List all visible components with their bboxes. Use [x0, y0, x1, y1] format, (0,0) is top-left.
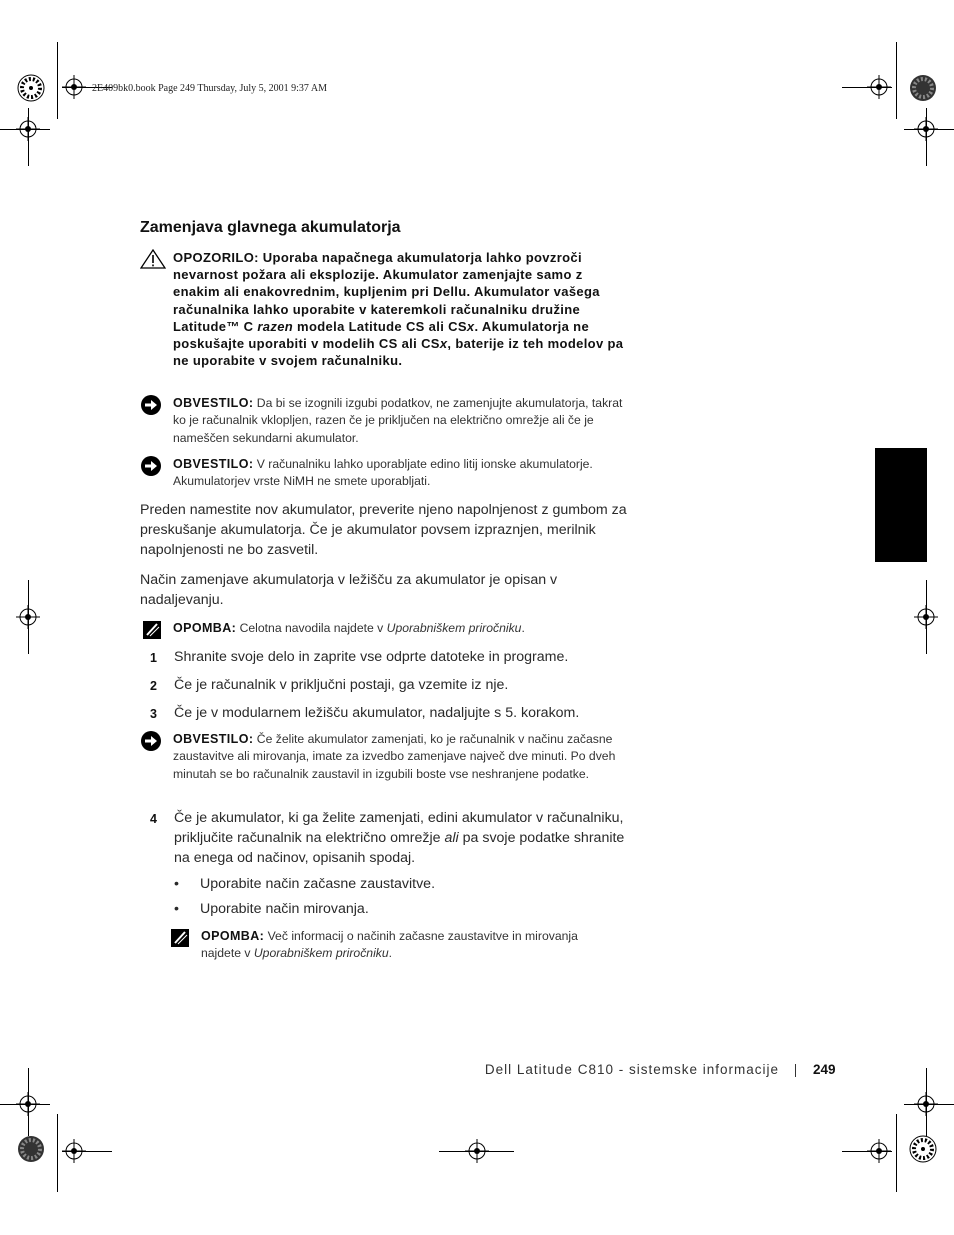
body-paragraph: Način zamenjave akumulatorja v ležišču za akumulator je opisan v nadaljevanju.: [140, 572, 558, 608]
section-title: Zamenjava glavnega akumulatorja: [140, 219, 401, 236]
bullet-text: Uporabite način začasne zaustavitve.: [200, 876, 436, 892]
note-text: OPOMBA: Več informacij o načinih začasne zaustavitve in mirovanja najdete v Uporabniškem priročniku.: [201, 929, 578, 961]
note-block: [140, 620, 630, 637]
notice-arrow-icon: [140, 456, 166, 476]
step-number: 4: [150, 812, 157, 826]
footer-divider: [795, 1064, 796, 1077]
step-text: Shranite svoje delo in zaprite vse odprte datoteke in programe.: [174, 649, 569, 665]
note-pencil-icon: [140, 620, 166, 640]
step-text: Če je v modularnem ležišču akumulator, nadaljujte s 5. korakom.: [174, 705, 580, 721]
bullet-mark: •: [174, 901, 179, 917]
notice-arrow-icon: [140, 731, 166, 751]
notice-block: [140, 395, 630, 447]
step-text: Če je računalnik v priključni postaji, ga vzemite iz nje.: [174, 677, 509, 693]
page-number: 249: [813, 1062, 836, 1077]
thumb-tab: [875, 448, 927, 562]
warning-text: OPOZORILO: Uporaba napačnega akumulatorja lahko povzroči nevarnost požara ali eksplozije. Akumulator zamenjajte samo z enakim ali enakovrednim, kupljenim pri Dellu. Akumulator vašega računalnika lahko uporabite v kateremkoli računalniku družine Latitude™ C razen modela Latitude CS ali CSx. Akumulatorja ne poskušajte uporabiti v modelih CS ali CSx, baterije iz teh modelov pa ne uporabite v svojem računalniku.: [173, 250, 624, 369]
warning-triangle-icon: [140, 249, 166, 269]
bullet-item: [174, 874, 435, 894]
warning-block: [140, 249, 630, 369]
step-number: 2: [150, 679, 157, 693]
notice-text: OBVESTILO: V računalniku lahko uporabljate edino litij ionske akumulatorje. Akumulatorjev vrste NiMH ne smete uporabljati.: [173, 457, 593, 489]
step-text: Če je akumulator, ki ga želite zamenjati, edini akumulator v računalniku, priključite računalnik na električno omrežje ali pa svoje podatke shranite na enega od načinov, opisanih spodaj.: [174, 810, 625, 866]
body-paragraph: Preden namestite nov akumulator, preverite njeno napolnjenost z gumbom za preskušanje akumulatorja. Če je akumulator povsem izpraznjen, merilnik napolnjenosti ne bo zasvetil.: [140, 502, 627, 558]
running-footer-title: Dell Latitude C810 - sistemske informacije: [484, 1062, 779, 1077]
step-number: 1: [150, 651, 157, 665]
note-block: [168, 928, 618, 963]
note-pencil-icon: [168, 928, 194, 948]
notice-block: [140, 456, 630, 491]
bullet-text: Uporabite način mirovanja.: [200, 901, 369, 917]
bullet-mark: •: [174, 876, 179, 892]
notice-text: OBVESTILO: Če želite akumulator zamenjati, ko je računalnik v načinu začasne zaustavitve ali mirovanja, imate za izvedbo zamenjave največ dve minuti. Po dveh minutah se bo računalnik zaustavil in izgubili boste vse neshranjene podatke.: [173, 732, 616, 781]
notice-text: OBVESTILO: Da bi se izognili izgubi podatkov, ne zamenjujte akumulatorja, takrat ko je računalnik vklopljen, razen če je priključen na električno omrežje ali če je nameščen sekundarni akumulator.: [173, 396, 623, 445]
step-item: [140, 703, 630, 723]
bullet-item: [174, 899, 369, 919]
notice-block: [140, 731, 620, 783]
step-item: [140, 808, 625, 868]
step-item: [140, 675, 630, 695]
note-text: OPOMBA: Celotna navodila najdete v Uporabniškem priročniku.: [173, 621, 525, 635]
step-item: [140, 647, 630, 667]
print-slug: 2E409bk0.book Page 249 Thursday, July 5, 2001 9:37 AM: [92, 83, 327, 94]
step-number: 3: [150, 707, 157, 721]
notice-arrow-icon: [140, 395, 166, 415]
